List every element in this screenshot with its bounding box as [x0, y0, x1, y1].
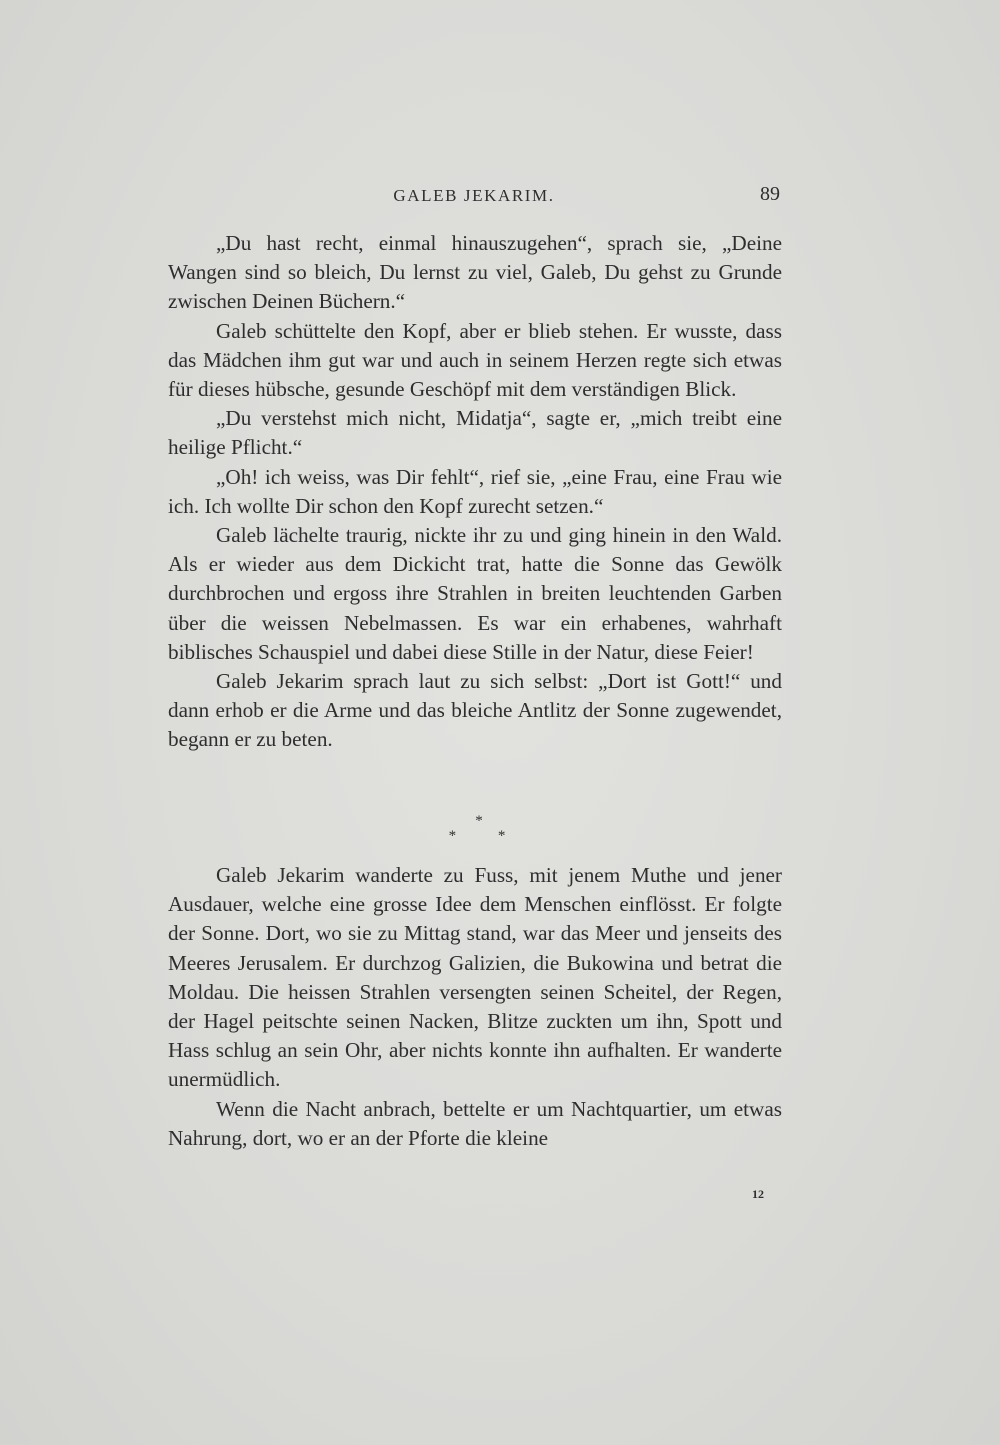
signature-mark: 12: [752, 1187, 764, 1201]
paragraph: „Du hast recht, einmal hinauszugehen“, sprach sie, „Deine Wangen sind so bleich, Du lernst zu viel, Galeb, Du gehst zu Grunde zwischen Deinen Büchern.“: [168, 231, 782, 314]
paragraph: Galeb Jekarim sprach laut zu sich selbst: „Dort ist Gott!“ und dann erhob er die Arme und das bleiche Antlitz der Sonne zugewendet, begann er zu beten.: [168, 669, 782, 752]
page-number: 89: [760, 183, 780, 205]
asterism-top: *: [475, 813, 483, 829]
running-title: GALEB JEKARIM.: [393, 186, 555, 205]
paragraph: Galeb schüttelte den Kopf, aber er blieb stehen. Er wusste, dass das Mädchen ihm gut war und auch in seinem Herzen regte sich etwas für dieses hübsche, gesunde Geschöpf mit dem verständigen Blick.: [168, 318, 782, 402]
paragraph: Wenn die Nacht anbrach, bettelte er um Nachtquartier, um etwas Nahrung, dort, wo er an der Pforte die kleine: [168, 1096, 782, 1150]
text-block-continued: [168, 861, 782, 1153]
paragraph: Galeb lächelte traurig, nickte ihr zu und ging hinein in den Wald. Als er wieder aus dem Dickicht trat, hatte die Sonne das Gewölk durchbrochen und ergoss ihre Strahlen in breiten leuchtenden Garben über die weissen Nebelmassen. Es war ein erhabenes, wahrhaft biblisches Schauspiel und dabei diese Stille in der Natur, diese Feier!: [168, 523, 782, 664]
text-block-main: [168, 229, 782, 755]
paragraph: Galeb Jekarim wanderte zu Fuss, mit jenem Muthe und jener Ausdauer, welche eine grosse Idee dem Menschen einflösst. Er folgte der Sonne. Dort, wo sie zu Mittag stand, war das Meer und jenseits des Meeres Jerusalem. Er durchzog Galizien, die Bukowina und betrat die Moldau. Die heissen Strahlen versengten seinen Scheitel, der Regen, der Hagel peitschte seinen Nacken, Blitze zuckten um ihn, Spott und Hass schlug an sein Ohr, aber nichts konnte ihn aufhalten. Er wanderte unermüdlich.: [168, 863, 782, 1092]
section-break-asterism: [168, 814, 782, 850]
running-head: [168, 183, 780, 211]
asterism-bottom: * *: [448, 828, 506, 844]
paragraph: „Du verstehst mich nicht, Midatja“, sagte er, „mich treibt eine heilige Pflicht.“: [168, 406, 782, 460]
paragraph: „Oh! ich weiss, was Dir fehlt“, rief sie, „eine Frau, eine Frau wie ich. Ich wollte Dir schon den Kopf zurecht setzen.“: [168, 464, 782, 518]
